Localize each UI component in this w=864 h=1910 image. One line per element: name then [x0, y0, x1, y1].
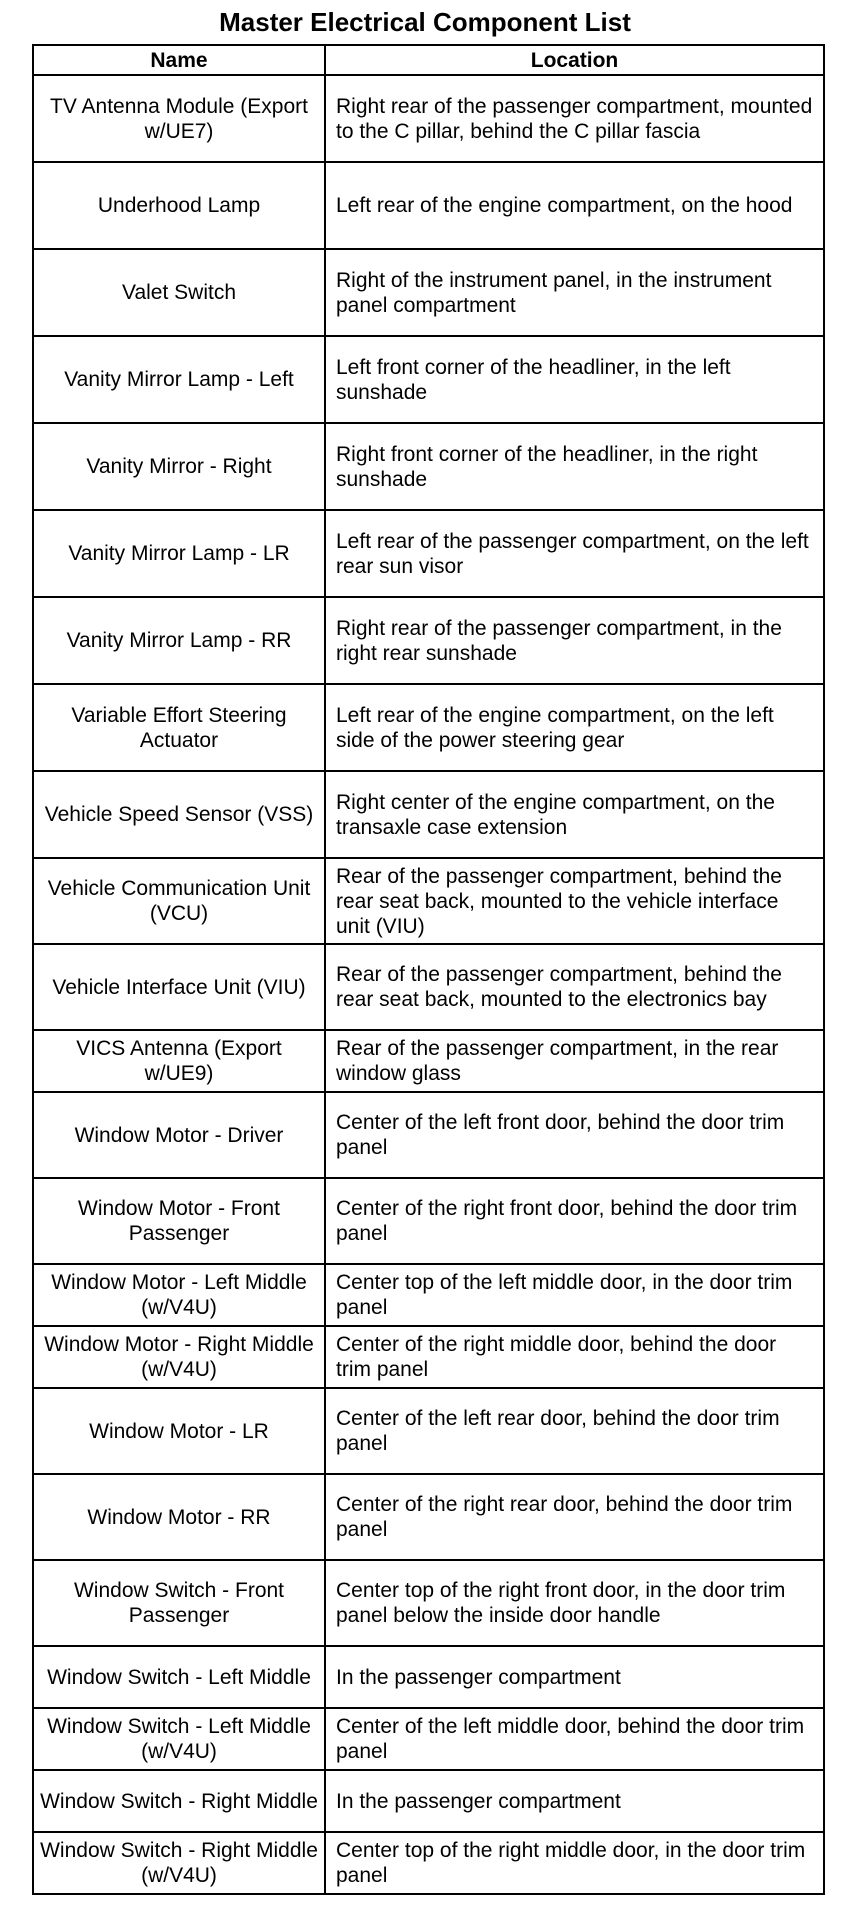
component-name: TV Antenna Module (Export w/UE7)	[33, 75, 325, 162]
component-location: Right center of the engine compartment, on the transaxle case extension	[325, 771, 824, 858]
component-name: Window Motor - Driver	[33, 1092, 325, 1178]
component-name: Vanity Mirror - Right	[33, 423, 325, 510]
table-row	[33, 1326, 824, 1388]
name-column-header: Name	[33, 45, 325, 75]
table-header	[33, 45, 824, 75]
table-row	[33, 1560, 824, 1646]
component-name: VICS Antenna (Export w/UE9)	[33, 1030, 325, 1092]
location-column-header: Location	[325, 45, 824, 75]
component-name: Vanity Mirror Lamp - RR	[33, 597, 325, 684]
table-row	[33, 597, 824, 684]
table-row	[33, 1388, 824, 1474]
table-row	[33, 684, 824, 771]
component-location: Center of the left middle door, behind the door trim panel	[325, 1708, 824, 1770]
header-row	[33, 45, 824, 75]
component-location: Rear of the passenger compartment, in the rear window glass	[325, 1030, 824, 1092]
component-location: Left rear of the passenger compartment, on the left rear sun visor	[325, 510, 824, 597]
component-name: Window Switch - Left Middle (w/V4U)	[33, 1708, 325, 1770]
component-name: Window Motor - Right Middle (w/V4U)	[33, 1326, 325, 1388]
component-name: Window Switch - Left Middle	[33, 1646, 325, 1708]
component-location: Rear of the passenger compartment, behind the rear seat back, mounted to the electronics bay	[325, 944, 824, 1030]
table-row	[33, 162, 824, 249]
component-table	[32, 44, 825, 1895]
component-location: Left rear of the engine compartment, on the left side of the power steering gear	[325, 684, 824, 771]
component-location: Center of the right middle door, behind the door trim panel	[325, 1326, 824, 1388]
component-location: Center top of the right front door, in the door trim panel below the inside door handle	[325, 1560, 824, 1646]
component-name: Window Motor - Left Middle (w/V4U)	[33, 1264, 325, 1326]
table-row	[33, 1770, 824, 1832]
table-row	[33, 944, 824, 1030]
component-name: Window Motor - RR	[33, 1474, 325, 1560]
document-title: Master Electrical Component List	[219, 7, 631, 37]
component-name: Valet Switch	[33, 249, 325, 336]
component-location: In the passenger compartment	[325, 1646, 824, 1708]
component-location: Right rear of the passenger compartment, mounted to the C pillar, behind the C pillar fascia	[325, 75, 824, 162]
component-location: Rear of the passenger compartment, behind the rear seat back, mounted to the vehicle interface unit (VIU)	[325, 858, 824, 944]
table-row	[33, 1708, 824, 1770]
table-row	[33, 1474, 824, 1560]
table-row	[33, 1646, 824, 1708]
table-row	[33, 1092, 824, 1178]
component-location: Center top of the left middle door, in the door trim panel	[325, 1264, 824, 1326]
component-location: Right of the instrument panel, in the instrument panel compartment	[325, 249, 824, 336]
table-row	[33, 1178, 824, 1264]
component-location: Center of the left rear door, behind the door trim panel	[325, 1388, 824, 1474]
table-row	[33, 1264, 824, 1326]
table-body	[33, 75, 824, 1894]
component-location: Right front corner of the headliner, in the right sunshade	[325, 423, 824, 510]
component-name: Window Motor - LR	[33, 1388, 325, 1474]
component-location: Left front corner of the headliner, in the left sunshade	[325, 336, 824, 423]
component-name: Variable Effort Steering Actuator	[33, 684, 325, 771]
component-location: Center top of the right middle door, in the door trim panel	[325, 1832, 824, 1894]
component-name: Vanity Mirror Lamp - LR	[33, 510, 325, 597]
component-name: Vehicle Speed Sensor (VSS)	[33, 771, 325, 858]
component-name: Underhood Lamp	[33, 162, 325, 249]
table-row	[33, 771, 824, 858]
component-location: Left rear of the engine compartment, on the hood	[325, 162, 824, 249]
component-location: In the passenger compartment	[325, 1770, 824, 1832]
component-location: Right rear of the passenger compartment, in the right rear sunshade	[325, 597, 824, 684]
table-row	[33, 249, 824, 336]
component-name: Window Motor - Front Passenger	[33, 1178, 325, 1264]
component-location: Center of the left front door, behind the door trim panel	[325, 1092, 824, 1178]
component-name: Window Switch - Right Middle (w/V4U)	[33, 1832, 325, 1894]
component-location: Center of the right rear door, behind the door trim panel	[325, 1474, 824, 1560]
table-row	[33, 1030, 824, 1092]
component-name: Vehicle Communication Unit (VCU)	[33, 858, 325, 944]
component-name: Window Switch - Front Passenger	[33, 1560, 325, 1646]
table-row	[33, 858, 824, 944]
component-name: Vehicle Interface Unit (VIU)	[33, 944, 325, 1030]
component-name: Window Switch - Right Middle	[33, 1770, 325, 1832]
table-row	[33, 1832, 824, 1894]
table-row	[33, 75, 824, 162]
component-name: Vanity Mirror Lamp - Left	[33, 336, 325, 423]
component-location: Center of the right front door, behind the door trim panel	[325, 1178, 824, 1264]
table-row	[33, 336, 824, 423]
table-row	[33, 423, 824, 510]
table-row	[33, 510, 824, 597]
